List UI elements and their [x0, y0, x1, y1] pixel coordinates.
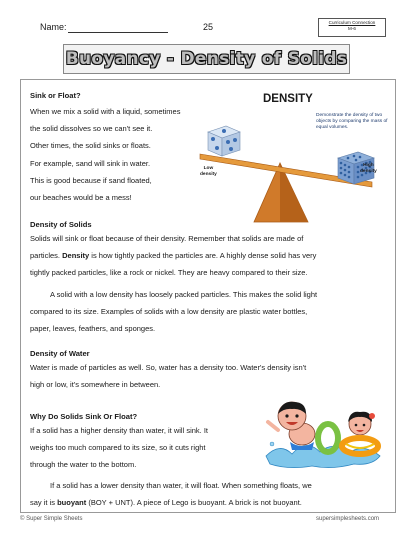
text-line: If a solid has a higher density than water, it will sink. It — [30, 426, 209, 435]
paragraph-density-of-water — [30, 359, 390, 393]
name-blank-line[interactable] — [68, 32, 168, 33]
boy-figure — [268, 402, 315, 450]
paragraph-density-of-solids — [30, 230, 390, 337]
curriculum-code: M-6 — [348, 26, 356, 32]
heading-density-of-water: Density of Water — [30, 349, 90, 358]
text-segment: (BOY + UNT). A piece of Lego is buoyant. A brick is not buoyant. — [86, 497, 302, 507]
text-line: Other times, the solid sinks or floats. — [30, 141, 151, 151]
footer-website-link[interactable]: supersimplesheets.com — [316, 516, 380, 522]
high-density-label-line: High — [363, 163, 374, 168]
density-figure-title: DENSITY — [263, 93, 313, 105]
text-line: If a solid has a lower density than water, it will float. When something floats, we — [50, 480, 312, 490]
girl-figure — [348, 412, 375, 435]
text-line: This is good because if sand floated, — [30, 175, 152, 185]
text-segment: say it is — [30, 497, 58, 507]
kids-swimming-illustration — [262, 394, 388, 470]
text-line: compared to its size. Examples of solids with a low density are plastic water bottles, — [30, 306, 308, 316]
term-density: Density — [62, 251, 90, 261]
text-line: tightly packed particles, like a rock or nickel. They are heavy compared to their size. — [30, 268, 308, 278]
text-line: paper, leaves, feathers, and sponges. — [30, 324, 156, 334]
title-banner — [63, 44, 350, 74]
text-line: weighs too much compared to its size, so it cuts right — [30, 443, 206, 453]
text-line: high or low, it's somewhere in between. — [30, 380, 161, 390]
low-density-label-line: Low — [203, 166, 214, 171]
text-segment: particles. — [30, 251, 63, 261]
text-line: Solids will sink or float because of their density. Remember that solids are made of — [30, 234, 304, 243]
text-line — [30, 494, 390, 511]
heading-density-of-solids: Density of Solids — [30, 220, 92, 229]
text-line: For example, sand will sink in water. — [30, 158, 151, 168]
low-density-label — [200, 166, 217, 178]
term-buoyant: buoyant — [57, 497, 87, 507]
page-number: 25 — [203, 22, 214, 32]
text-line: through the water to the bottom. — [30, 460, 137, 470]
orange-swim-ring — [342, 438, 378, 454]
high-density-label-line: density — [360, 168, 377, 174]
text-line: A solid with a low density has loosely packed particles. This makes the solid light — [50, 289, 318, 299]
text-line: our beaches would be a mess! — [30, 193, 132, 203]
page-title: Buoyancy - Density of Solids — [65, 49, 348, 69]
heading-sink-or-float: Sink or Float? — [30, 91, 81, 100]
footer-copyright: © Super Simple Sheets — [20, 516, 83, 522]
text-line: When we mix a solid with a liquid, sometimes — [30, 107, 181, 116]
name-label: Name: — [40, 22, 67, 32]
low-density-cube — [208, 126, 240, 156]
density-figure-caption: Demonstrate the density of two objects by comparing the mass of equal volumes. — [316, 113, 388, 130]
heading-why-sink-or-float: Why Do Solids Sink Or Float? — [30, 412, 138, 421]
high-density-label — [360, 163, 377, 175]
text-line — [30, 247, 390, 264]
curriculum-connection-box — [318, 18, 386, 37]
text-segment: is how tightly packed the particles are. A highly dense solid has very — [89, 251, 317, 261]
low-density-label-line: density — [200, 171, 217, 177]
text-line: the solid dissolves so we can't see it. — [30, 124, 153, 134]
curriculum-caption: Curriculum Connection — [328, 20, 376, 25]
text-line: Water is made of particles as well. So, water has a density too. Water's density isn't — [30, 363, 307, 372]
